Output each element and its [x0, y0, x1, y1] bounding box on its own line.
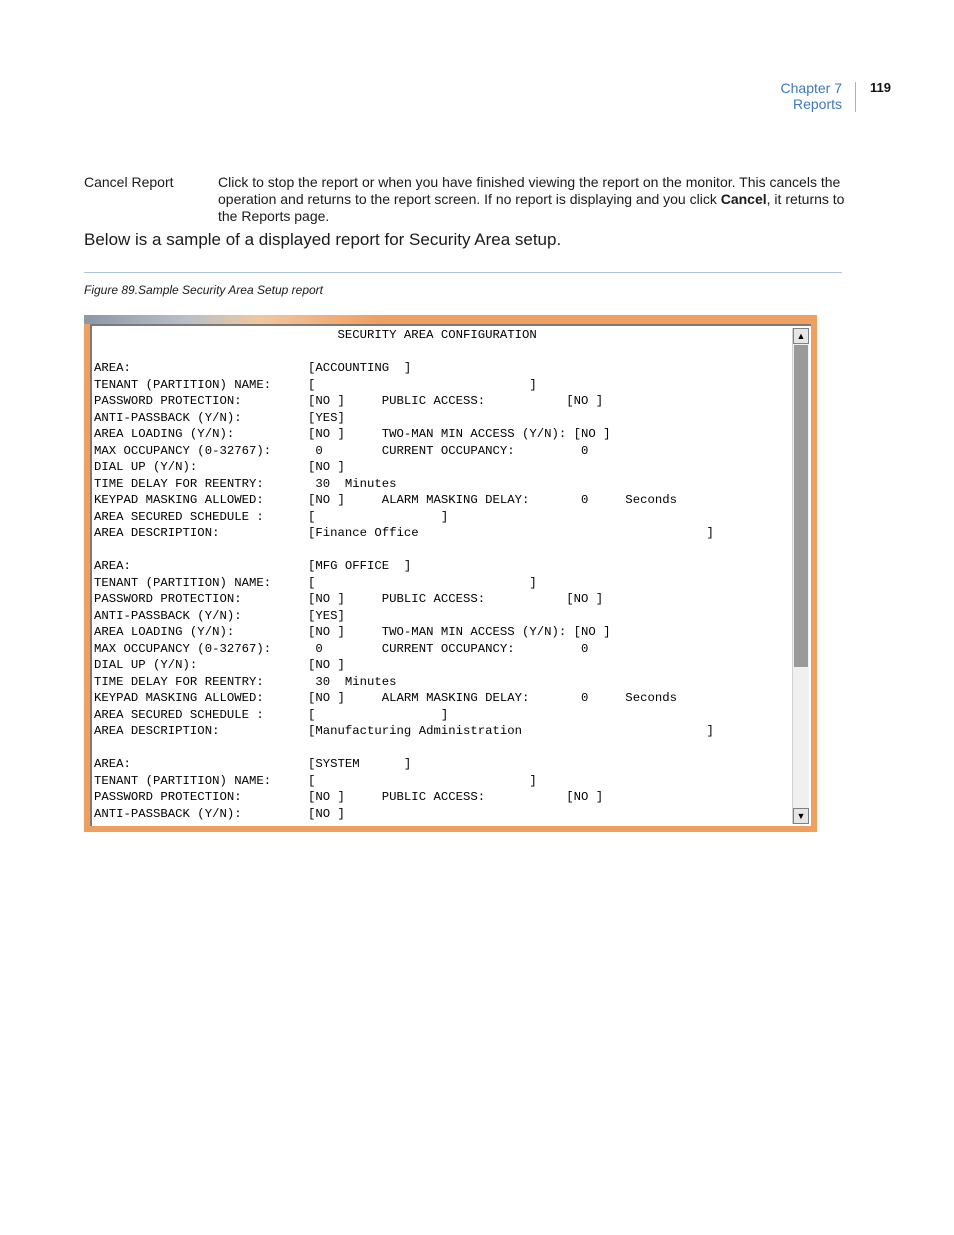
report-line: AREA: [MFG OFFICE ] — [94, 559, 412, 573]
report-line — [94, 740, 714, 757]
report-line: AREA: [SYSTEM ] — [94, 757, 412, 771]
definition-description — [218, 174, 846, 225]
report-line: AREA LOADING (Y/N): [NO ] TWO-MAN MIN ACCESS (Y/N): [NO ] — [94, 625, 611, 639]
report-line: AREA SECURED SCHEDULE : [ ] — [94, 707, 449, 722]
report-line: KEYPAD MASKING ALLOWED: [NO ] ALARM MASKING DELAY: 0 Seconds — [94, 691, 677, 705]
report-line — [94, 542, 714, 559]
definition-text-2: , it returns to the Reports page. — [218, 191, 845, 224]
report-line: AREA SECURED SCHEDULE : [ ] — [94, 509, 449, 524]
report-line: PASSWORD PROTECTION: [NO ] PUBLIC ACCESS: [NO ] — [94, 790, 604, 804]
header-divider — [855, 82, 856, 112]
report-viewport[interactable] — [90, 324, 811, 826]
report-line: SECURITY AREA CONFIGURATION — [94, 328, 537, 342]
intro-paragraph: Below is a sample of a displayed report for Security Area setup. — [84, 230, 562, 249]
report-line: AREA DESCRIPTION: [Manufacturing Administration ] — [94, 724, 714, 738]
definition-bold-cancel: Cancel — [720, 191, 767, 207]
report-line: DIAL UP (Y/N): [NO ] — [94, 460, 345, 474]
report-screenshot — [84, 315, 817, 832]
report-line: MAX OCCUPANCY (0-32767): 0 CURRENT OCCUPANCY: 0 — [94, 443, 589, 458]
report-line: KEYPAD MASKING ALLOWED: [NO ] ALARM MASKING DELAY: 0 Seconds — [94, 493, 677, 507]
report-line: DIAL UP (Y/N): [NO ] — [94, 658, 345, 672]
report-line: AREA: [ACCOUNTING ] — [94, 361, 412, 375]
report-line: ANTI-PASSBACK (Y/N): [YES] — [94, 410, 345, 425]
definition-text-1: Click to stop the report or when you have finished viewing the report on the monitor. This cancels the operation and returns to the report screen. If no report is displaying and you click — [218, 174, 841, 207]
report-line: TIME DELAY FOR REENTRY: 30 Minutes — [94, 476, 397, 491]
report-line: TENANT (PARTITION) NAME: [ ] — [94, 773, 537, 788]
report-line: TIME DELAY FOR REENTRY: 30 Minutes — [94, 674, 397, 689]
scroll-down-icon[interactable]: ▼ — [793, 808, 809, 824]
report-line: AREA DESCRIPTION: [Finance Office ] — [94, 526, 714, 540]
report-line — [94, 344, 714, 361]
chapter-number: Chapter 7 — [780, 80, 842, 96]
page-number: 119 — [870, 80, 891, 95]
definition-term: Cancel Report — [84, 174, 174, 190]
figure-caption: Figure 89.Sample Security Area Setup report — [84, 283, 324, 297]
chapter-label — [781, 80, 842, 112]
scroll-thumb[interactable] — [794, 345, 808, 667]
report-line: ANTI-PASSBACK (Y/N): [NO ] — [94, 806, 345, 821]
report-line: ANTI-PASSBACK (Y/N): [YES] — [94, 608, 345, 623]
window-titlebar — [84, 315, 817, 324]
report-line: PASSWORD PROTECTION: [NO ] PUBLIC ACCESS: [NO ] — [94, 394, 604, 408]
chapter-section: Reports — [792, 96, 842, 112]
report-line: TENANT (PARTITION) NAME: [ ] — [94, 377, 537, 392]
figure-divider — [84, 272, 842, 273]
report-line: MAX OCCUPANCY (0-32767): 0 CURRENT OCCUPANCY: 0 — [94, 641, 589, 656]
report-text — [94, 327, 714, 822]
report-line: TENANT (PARTITION) NAME: [ ] — [94, 575, 537, 590]
scroll-up-icon[interactable]: ▲ — [793, 328, 809, 344]
report-line: PASSWORD PROTECTION: [NO ] PUBLIC ACCESS: [NO ] — [94, 592, 604, 606]
report-line: AREA LOADING (Y/N): [NO ] TWO-MAN MIN ACCESS (Y/N): [NO ] — [94, 427, 611, 441]
vertical-scrollbar[interactable] — [792, 328, 809, 824]
